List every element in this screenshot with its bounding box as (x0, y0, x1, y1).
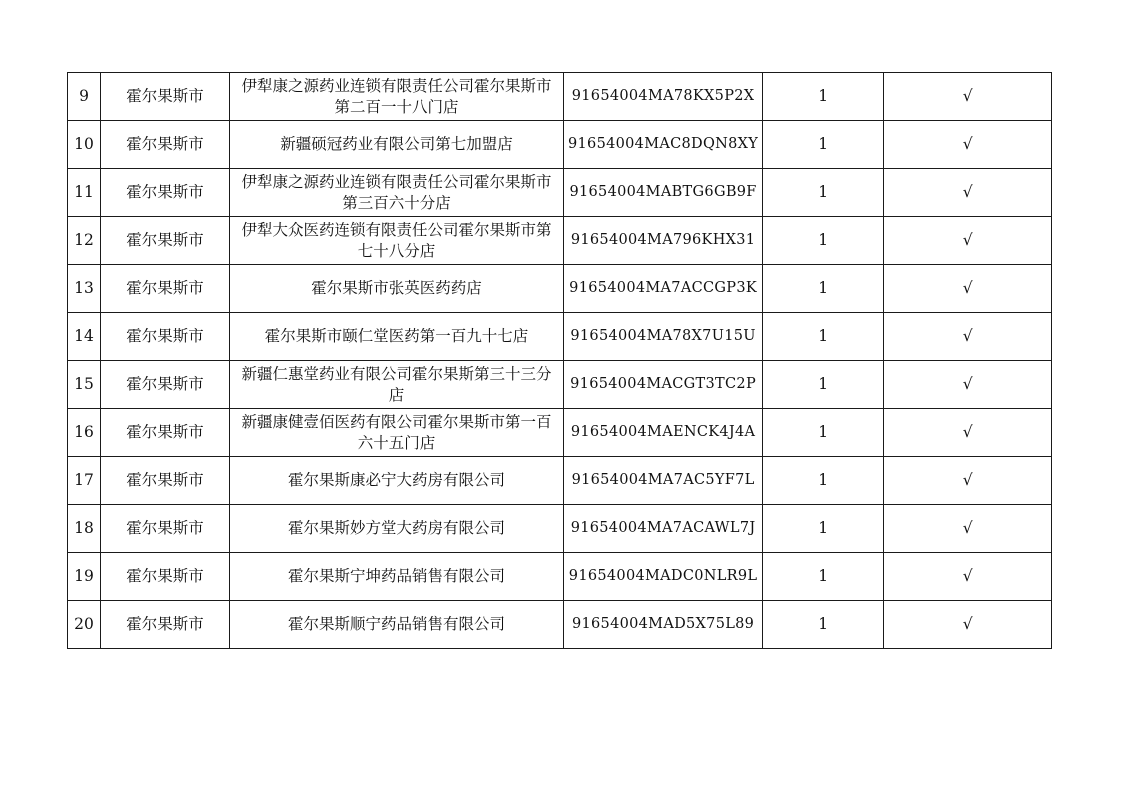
check-mark-cell: √ (884, 601, 1052, 649)
store-name-cell: 霍尔果斯顺宁药品销售有限公司 (230, 601, 564, 649)
row-number-cell: 17 (68, 457, 101, 505)
check-mark-cell: √ (884, 457, 1052, 505)
table-row (68, 601, 1052, 649)
table-row (68, 361, 1052, 409)
table-row (68, 265, 1052, 313)
count-cell: 1 (763, 361, 884, 409)
check-mark-cell: √ (884, 265, 1052, 313)
row-number-cell: 16 (68, 409, 101, 457)
city-cell: 霍尔果斯市 (101, 121, 230, 169)
city-cell: 霍尔果斯市 (101, 217, 230, 265)
count-cell: 1 (763, 601, 884, 649)
credit-code-cell: 91654004MAENCK4J4A (564, 409, 763, 457)
pharmacy-list-table (67, 72, 1052, 649)
store-name-cell: 伊犁康之源药业连锁有限责任公司霍尔果斯市第三百六十分店 (230, 169, 564, 217)
city-cell: 霍尔果斯市 (101, 505, 230, 553)
count-cell: 1 (763, 553, 884, 601)
city-cell: 霍尔果斯市 (101, 409, 230, 457)
city-cell: 霍尔果斯市 (101, 265, 230, 313)
store-name-cell: 霍尔果斯宁坤药品销售有限公司 (230, 553, 564, 601)
store-name-cell: 伊犁大众医药连锁有限责任公司霍尔果斯市第七十八分店 (230, 217, 564, 265)
city-cell: 霍尔果斯市 (101, 169, 230, 217)
city-cell: 霍尔果斯市 (101, 553, 230, 601)
row-number-cell: 19 (68, 553, 101, 601)
row-number-cell: 11 (68, 169, 101, 217)
table-row (68, 121, 1052, 169)
check-mark-cell: √ (884, 505, 1052, 553)
check-mark-cell: √ (884, 217, 1052, 265)
check-mark-cell: √ (884, 361, 1052, 409)
count-cell: 1 (763, 313, 884, 361)
check-mark-cell: √ (884, 553, 1052, 601)
store-name-cell: 新疆仁惠堂药业有限公司霍尔果斯第三十三分店 (230, 361, 564, 409)
count-cell: 1 (763, 505, 884, 553)
store-name-cell: 霍尔果斯市张英医药药店 (230, 265, 564, 313)
row-number-cell: 18 (68, 505, 101, 553)
table-row (68, 169, 1052, 217)
row-number-cell: 14 (68, 313, 101, 361)
table-row (68, 73, 1052, 121)
table-row (68, 457, 1052, 505)
count-cell: 1 (763, 217, 884, 265)
credit-code-cell: 91654004MABTG6GB9F (564, 169, 763, 217)
table-body (68, 73, 1052, 649)
city-cell: 霍尔果斯市 (101, 457, 230, 505)
city-cell: 霍尔果斯市 (101, 313, 230, 361)
row-number-cell: 12 (68, 217, 101, 265)
city-cell: 霍尔果斯市 (101, 361, 230, 409)
table-row (68, 505, 1052, 553)
row-number-cell: 13 (68, 265, 101, 313)
count-cell: 1 (763, 265, 884, 313)
count-cell: 1 (763, 121, 884, 169)
city-cell: 霍尔果斯市 (101, 73, 230, 121)
store-name-cell: 新疆康健壹佰医药有限公司霍尔果斯市第一百六十五门店 (230, 409, 564, 457)
row-number-cell: 15 (68, 361, 101, 409)
credit-code-cell: 91654004MA78KX5P2X (564, 73, 763, 121)
count-cell: 1 (763, 73, 884, 121)
store-name-cell: 伊犁康之源药业连锁有限责任公司霍尔果斯市第二百一十八门店 (230, 73, 564, 121)
credit-code-cell: 91654004MACGT3TC2P (564, 361, 763, 409)
credit-code-cell: 91654004MA7AC5YF7L (564, 457, 763, 505)
row-number-cell: 10 (68, 121, 101, 169)
table-row (68, 409, 1052, 457)
row-number-cell: 20 (68, 601, 101, 649)
city-cell: 霍尔果斯市 (101, 601, 230, 649)
store-name-cell: 霍尔果斯康必宁大药房有限公司 (230, 457, 564, 505)
table-row (68, 313, 1052, 361)
check-mark-cell: √ (884, 169, 1052, 217)
check-mark-cell: √ (884, 409, 1052, 457)
check-mark-cell: √ (884, 121, 1052, 169)
credit-code-cell: 91654004MAC8DQN8XY (564, 121, 763, 169)
store-name-cell: 新疆硕冠药业有限公司第七加盟店 (230, 121, 564, 169)
store-name-cell: 霍尔果斯市颐仁堂医药第一百九十七店 (230, 313, 564, 361)
count-cell: 1 (763, 409, 884, 457)
check-mark-cell: √ (884, 73, 1052, 121)
credit-code-cell: 91654004MAD5X75L89 (564, 601, 763, 649)
table-row (68, 553, 1052, 601)
count-cell: 1 (763, 457, 884, 505)
credit-code-cell: 91654004MADC0NLR9L (564, 553, 763, 601)
credit-code-cell: 91654004MA78X7U15U (564, 313, 763, 361)
credit-code-cell: 91654004MA796KHX31 (564, 217, 763, 265)
credit-code-cell: 91654004MA7ACAWL7J (564, 505, 763, 553)
row-number-cell: 9 (68, 73, 101, 121)
count-cell: 1 (763, 169, 884, 217)
store-name-cell: 霍尔果斯妙方堂大药房有限公司 (230, 505, 564, 553)
table-row (68, 217, 1052, 265)
check-mark-cell: √ (884, 313, 1052, 361)
credit-code-cell: 91654004MA7ACCGP3K (564, 265, 763, 313)
